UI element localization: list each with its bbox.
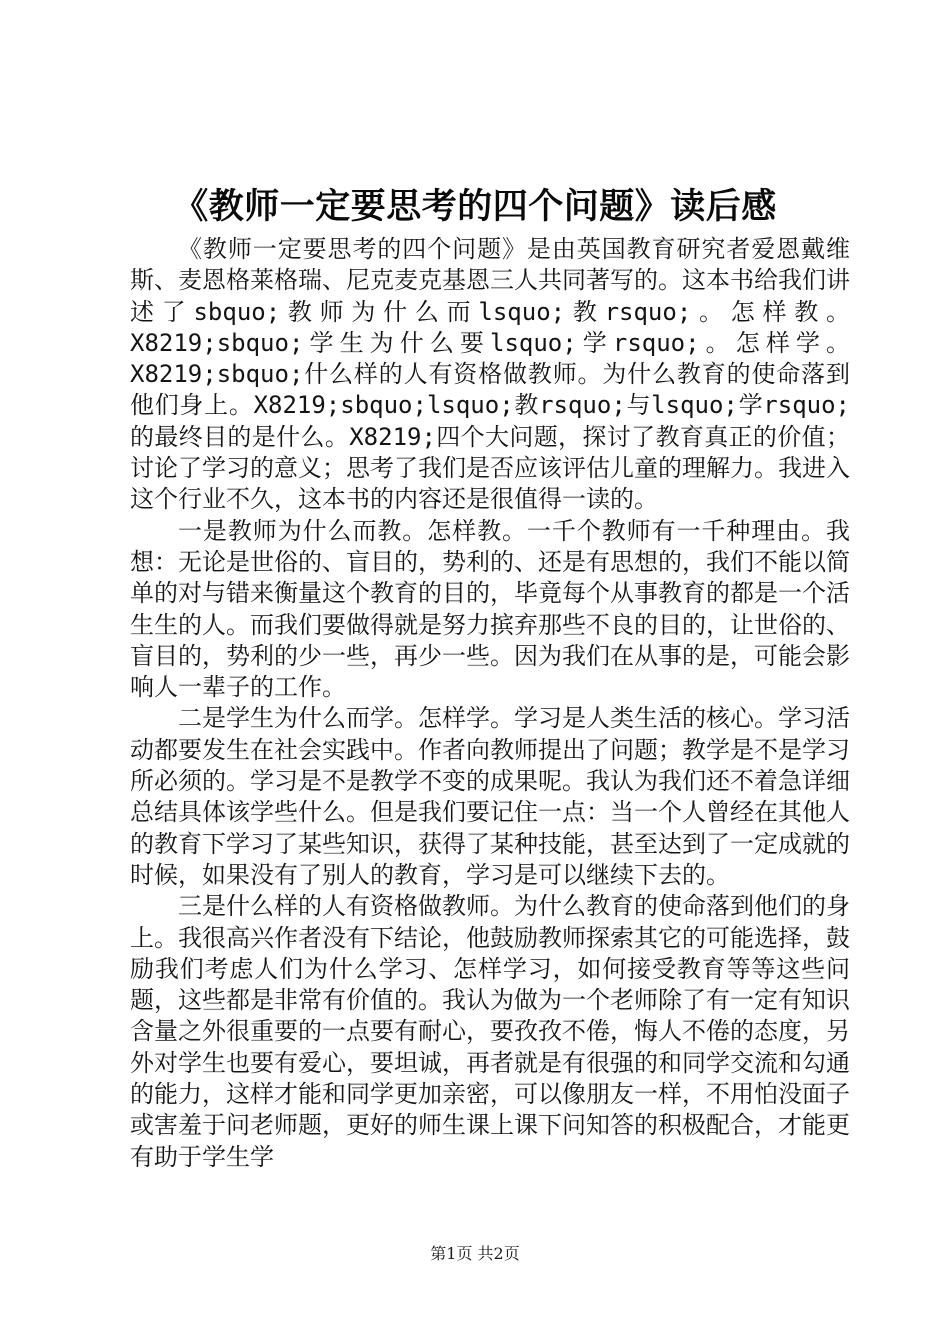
paragraph-why-teach: 一是教师为什么而教。怎样教。一千个教师有一千种理由。我想：无论是世俗的、盲目的，势利的、还是有思想的，我们不能以简单的对与错来衡量这个教育的目的，毕竟每个从事教育的都是一个活生生的人。而我们要做得就是努力摈弃那些不良的目的，让世俗的、盲目的，势利的少一些，再少一些。因为我们在从事的是，可能会影响人一辈子的工作。 [130, 516, 850, 702]
document-title: 《教师一定要思考的四个问题》读后感 [173, 186, 777, 227]
page-number: 第1页 共2页 [430, 1244, 520, 1263]
paragraph-who-teaches: 三是什么样的人有资格做教师。为什么教育的使命落到他们的身上。我很高兴作者没有下结论，他鼓励教师探索其它的可能选择，鼓励我们考虑人们为什么学习、怎样学习，如何接受教育等等这些问题，这些都是非常有价值的。我认为做为一个老师除了有一定有知识含量之外很重要的一点要有耐心，要孜孜不倦，悔人不倦的态度，另外对学生也要有爱心，要坦诚，再者就是有很强的和同学交流和勾通的能力，这样才能和同学更加亲密，可以像朋友一样，不用怕没面子或害羞于问老师题，更好的师生课上课下问知答的积极配合，才能更有助于学生学 [130, 892, 850, 1171]
paragraph-intro: 《教师一定要思考的四个问题》是由英国教育研究者爱恩戴维斯、麦恩格莱格瑞、尼克麦克基恩三人共同著写的。这本书给我们讲述了sbquo;教师为什么而lsquo;教rsquo;。怎样教。X8219;sbquo;学生为什么要lsquo;学rsquo;。怎样学。X8219;sbquo;什么样的人有资格做教师。为什么教育的使命落到他们身上。X8219;sbquo;lsquo;教rsquo;与lsquo;学rsquo;的最终目的是什么。X8219;四个大问题，探讨了教育真正的价值；讨论了学习的意义；思考了我们是否应该评估儿童的理解力。我进入这个行业不久，这本书的内容还是很值得一读的。 [130, 235, 850, 514]
document-body [130, 234, 850, 1173]
paragraph-why-learn: 二是学生为什么而学。怎样学。学习是人类生活的核心。学习活动都要发生在社会实践中。作者向教师提出了问题；教学是不是学习所必须的。学习是不是教学不变的成果呢。我认为我们还不着急详细总结具体该学些什么。但是我们要记住一点：当一个人曾经在其他人的教育下学习了某些知识，获得了某种技能，甚至达到了一定成就的时候，如果没有了别人的教育，学习是可以继续下去的。 [130, 704, 850, 889]
